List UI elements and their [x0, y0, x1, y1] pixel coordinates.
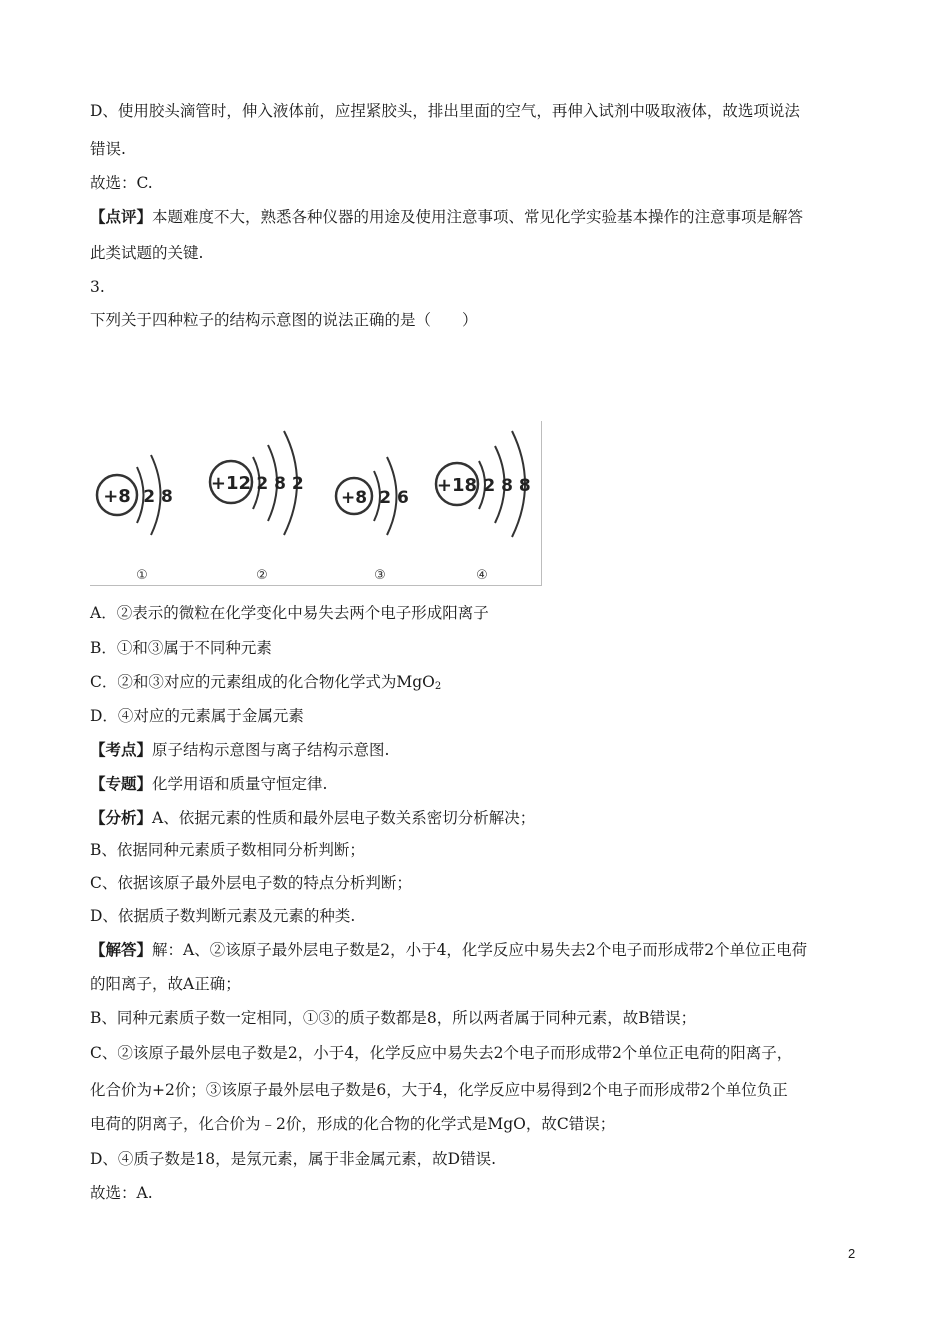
- electron-config: 2 8: [143, 487, 173, 507]
- knowledge-point-tag: 【考点】: [90, 740, 153, 759]
- nucleus-label: +8: [103, 486, 131, 507]
- atom-diagram-3: [336, 457, 409, 583]
- analysis-line: D、依据质子数判断元素及元素的种类.: [90, 907, 356, 925]
- diagram-label: ③: [374, 568, 386, 583]
- knowledge-point: [90, 740, 389, 760]
- solution-text: 解：A、②该原子最外层电子数是2，小于4，化学反应中易失去2个电子而形成带2个单位正电荷: [152, 941, 808, 959]
- option-c-text: C．②和③对应的元素组成的化合物化学式为MgO: [90, 673, 435, 691]
- analysis-line: B、依据同种元素质子数相同分析判断；: [90, 841, 365, 859]
- electron-config: 2 8 8: [483, 476, 531, 496]
- question-number: 3.: [90, 278, 105, 296]
- knowledge-point-text: 原子结构示意图与离子结构示意图.: [152, 741, 390, 759]
- nucleus-label: +12: [210, 473, 252, 494]
- particle-structure-figure: [90, 421, 542, 586]
- answer-line: 故选：A.: [90, 1184, 153, 1202]
- question-stem: 下列关于四种粒子的结构示意图的说法正确的是（ ）: [90, 311, 478, 329]
- page-number: 2: [848, 1246, 856, 1261]
- atom-diagram-4: [436, 431, 531, 583]
- comment-tag: 【点评】: [90, 207, 153, 226]
- comment-line: [90, 207, 803, 227]
- atom-diagram-2: [210, 431, 304, 583]
- option-d: D．④对应的元素属于金属元素: [90, 707, 304, 725]
- diagram-label: ①: [136, 568, 148, 583]
- electron-config: 2 8 2: [256, 474, 304, 494]
- text-line: 此类试题的关键.: [90, 244, 204, 262]
- diagram-label: ②: [256, 568, 268, 583]
- comment-text: 本题难度不大，熟悉各种仪器的用途及使用注意事项、常见化学实验基本操作的注意事项是解答: [152, 208, 804, 226]
- solution-line: D、④质子数是18，是氖元素，属于非金属元素，故D错误.: [90, 1150, 497, 1168]
- nucleus-label: +18: [436, 475, 478, 496]
- text-line: 故选：C.: [90, 174, 153, 192]
- topic: [90, 774, 327, 794]
- atom-diagram-1: [97, 455, 173, 583]
- solution-line: B、同种元素质子数一定相同，①③的质子数都是8，所以两者属于同种元素，故B错误；: [90, 1009, 697, 1027]
- analysis: [90, 808, 535, 828]
- diagram-label: ④: [476, 568, 488, 583]
- solution-line: 的阳离子，故A正确；: [90, 975, 241, 993]
- text-line: 错误.: [90, 140, 126, 158]
- option-c: [90, 672, 441, 697]
- solution-tag: 【解答】: [90, 940, 153, 959]
- topic-tag: 【专题】: [90, 774, 153, 793]
- option-b: B．①和③属于不同种元素: [90, 639, 272, 657]
- topic-text: 化学用语和质量守恒定律.: [152, 775, 328, 793]
- analysis-line: C、依据该原子最外层电子数的特点分析判断；: [90, 874, 412, 892]
- text-line: D、使用胶头滴管时，伸入液体前，应捏紧胶头，排出里面的空气，再伸入试剂中吸取液体，故选项说法: [90, 102, 800, 120]
- option-a: A．②表示的微粒在化学变化中易失去两个电子形成阳离子: [90, 604, 489, 622]
- solution-line: 化合价为+2价；③该原子最外层电子数是6，大于4，化学反应中易得到2个电子而形成带2个单位负正: [90, 1081, 788, 1099]
- analysis-tag: 【分析】: [90, 808, 153, 827]
- analysis-text: A、依据元素的性质和最外层电子数关系密切分析解决；: [152, 809, 536, 827]
- solution: [90, 940, 807, 960]
- nucleus-label: +8: [340, 488, 368, 508]
- electron-config: 2 6: [379, 488, 409, 508]
- solution-line: 电荷的阴离子，化合价为﹣2价，形成的化合物的化学式是MgO，故C错误；: [90, 1115, 616, 1133]
- option-c-subscript: 2: [434, 681, 442, 692]
- solution-line: C、②该原子最外层电子数是2，小于4，化学反应中易失去2个电子而形成带2个单位正电荷的阳离子，: [90, 1044, 793, 1062]
